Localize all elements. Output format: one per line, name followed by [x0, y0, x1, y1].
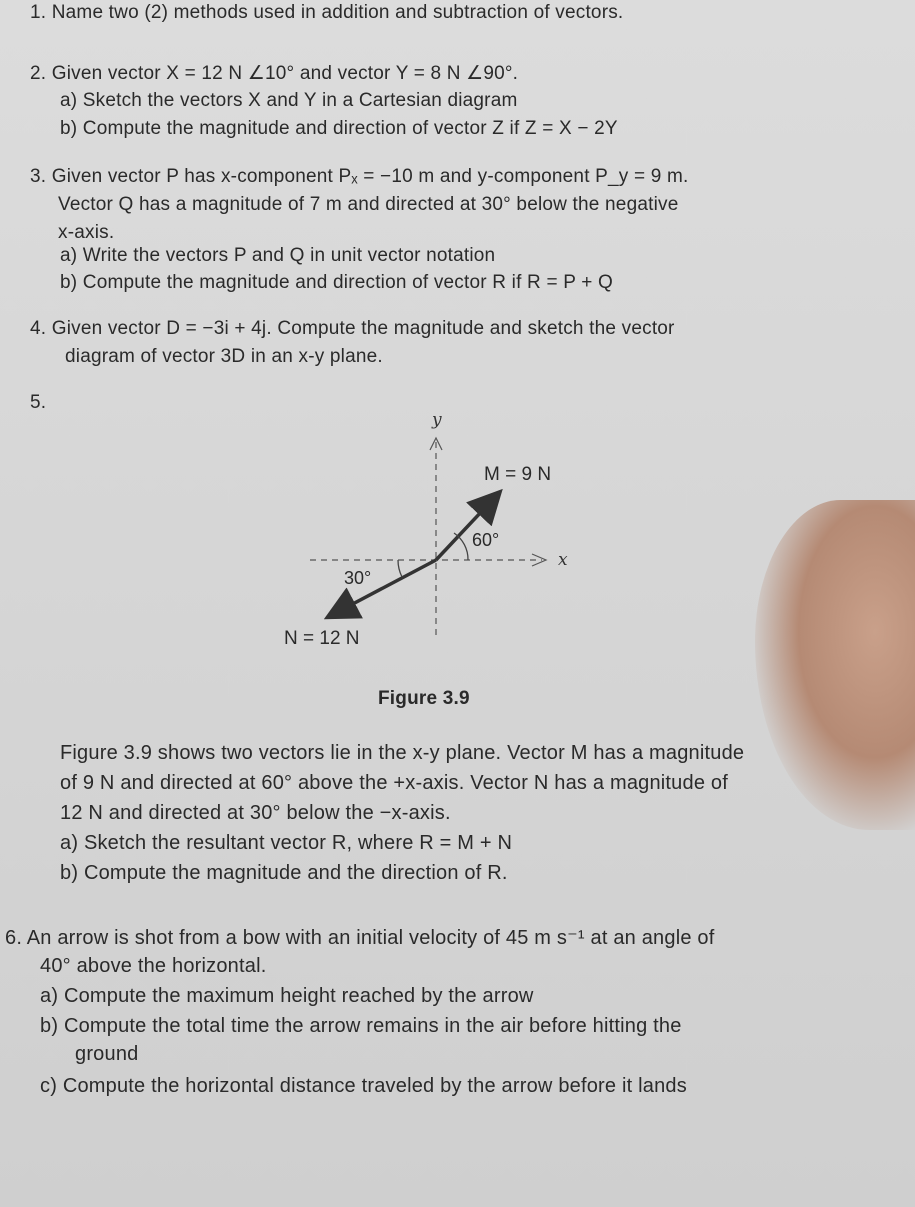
question-3-stem-line2: Vector Q has a magnitude of 7 m and directed at 30° below the negative — [58, 194, 679, 215]
vector-n-label: N = 12 N — [284, 628, 360, 649]
angle-m-label: 60° — [472, 530, 500, 550]
question-6c: c) Compute the horizontal distance traveled by the arrow before it lands — [40, 1075, 687, 1097]
question-4-line2: diagram of vector 3D in an x-y plane. — [65, 346, 383, 367]
question-5-number: 5. — [30, 392, 47, 413]
question-6a: a) Compute the maximum height reached by the arrow — [40, 985, 534, 1007]
question-1: 1. Name two (2) methods used in addition and subtraction of vectors. — [30, 2, 624, 23]
question-3-stem-line3: x-axis. — [58, 222, 115, 243]
question-5-text-line1: Figure 3.9 shows two vectors lie in the x-y plane. Vector M has a magnitude — [60, 742, 745, 764]
question-5a: a) Sketch the resultant vector R, where R = M + N — [60, 832, 513, 854]
angle-n-label: 30° — [344, 568, 372, 588]
question-3b: b) Compute the magnitude and direction of vector R if R = P + Q — [60, 272, 613, 293]
angle-arc-30 — [398, 560, 402, 577]
vector-m-label: M = 9 N — [484, 464, 552, 485]
question-3-stem-line1: 3. Given vector P has x-component Pₓ = −10 m and y-component P_y = 9 m. — [30, 166, 689, 187]
question-4-line1: 4. Given vector D = −3i + 4j. Compute the magnitude and sketch the vector — [30, 318, 675, 339]
figure-3-9-diagram — [270, 400, 590, 670]
question-6b-line2: ground — [75, 1043, 139, 1065]
figure-caption: Figure 3.9 — [378, 688, 470, 709]
y-axis-label: y — [432, 410, 442, 430]
question-6b-line1: b) Compute the total time the arrow remains in the air before hitting the — [40, 1015, 682, 1037]
question-6-line1: 6. An arrow is shot from a bow with an initial velocity of 45 m s⁻¹ at an angle of — [5, 927, 715, 949]
question-2-stem: 2. Given vector X = 12 N ∠10° and vector Y = 8 N ∠90°. — [30, 63, 519, 84]
question-2a: a) Sketch the vectors X and Y in a Cartesian diagram — [60, 90, 518, 111]
question-6-line2: 40° above the horizontal. — [40, 955, 267, 977]
question-5-text-line3: 12 N and directed at 30° below the −x-axis. — [60, 802, 451, 824]
question-3a: a) Write the vectors P and Q in unit vector notation — [60, 245, 496, 266]
question-2b: b) Compute the magnitude and direction of vector Z if Z = X − 2Y — [60, 118, 618, 139]
finger-photo-artifact — [755, 500, 915, 830]
x-axis-label: x — [558, 550, 568, 570]
question-5-text-line2: of 9 N and directed at 60° above the +x-axis. Vector N has a magnitude of — [60, 772, 728, 794]
question-5b: b) Compute the magnitude and the direction of R. — [60, 862, 508, 884]
